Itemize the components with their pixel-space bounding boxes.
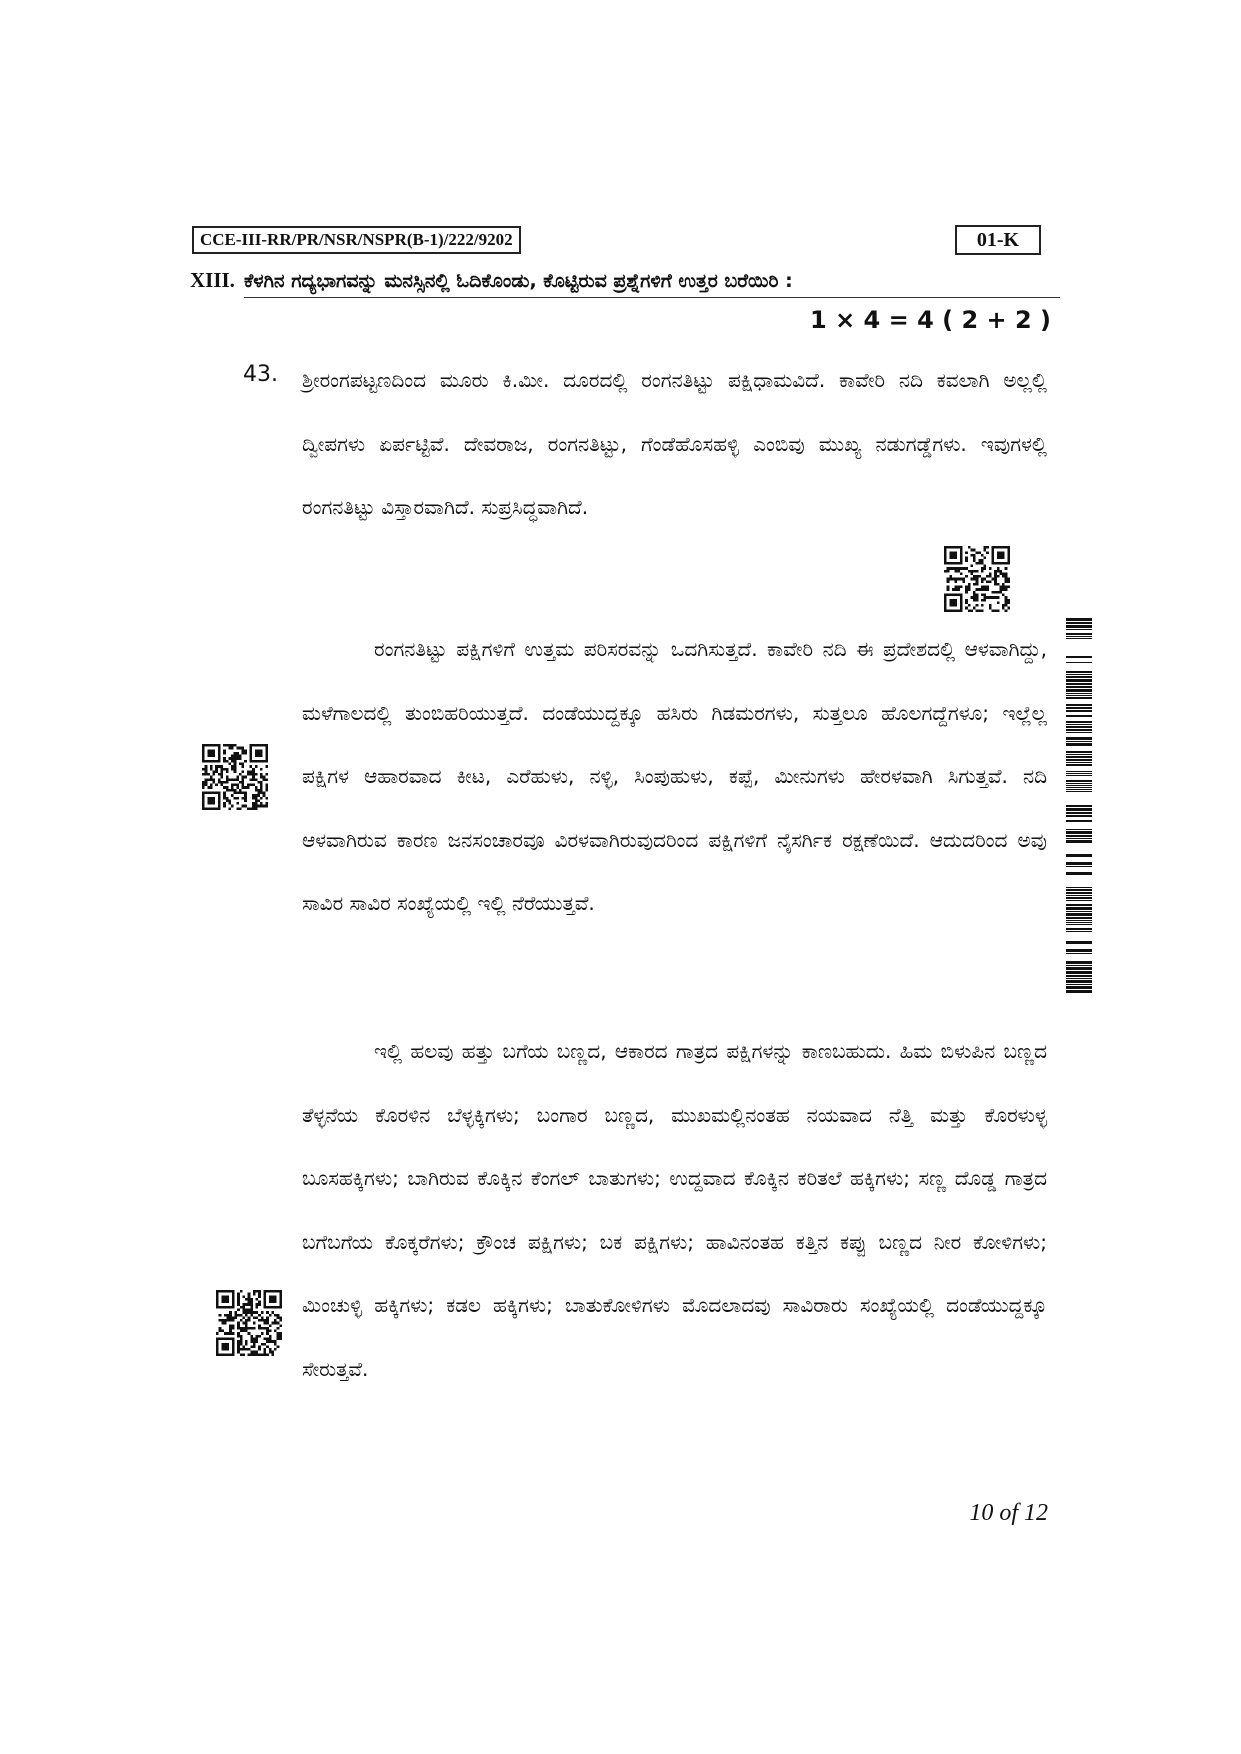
passage-paragraph: ಇಲ್ಲಿ ಹಲವು ಹತ್ತು ಬಗೆಯ ಬಣ್ಣದ, ಆಕಾರದ ಗಾತ್ರದ ಪಕ್ಷಿಗಳನ್ನು ಕಾಣಬಹುದು. ಹಿಮ ಬಿಳುಪಿನ ಬಣ್ಣದ ತೆಳ್ಳನೆಯ ಕೊರಳಿನ ಬೆಳ್ಳಕ್ಕಿಗಳು; ಬಂಗಾರ ಬಣ್ಣದ, ಮುಖಮಲ್ಲಿನಂತಹ ನಯವಾದ ನೆತ್ತಿ ಮತ್ತು ಕೊರಳುಳ್ಳ ಬೂಸಹಕ್ಕಿಗಳು; ಬಾಗಿರುವ ಕೊಕ್ಕಿನ ಕೆಂಗಲ್ ಬಾತುಗಳು; ಉದ್ದವಾದ ಕೊಕ್ಕಿನ ಕರಿತಲೆ ಹಕ್ಕಿಗಳು; ಸಣ್ಣ ದೊಡ್ಡ ಗಾತ್ರದ ಬಗೆಬಗೆಯ ಕೊಕ್ಕರೆಗಳು; ಕ್ರೌಂಚ ಪಕ್ಷಿಗಳು; ಬಕ ಪಕ್ಷಿಗಳು; ಹಾವಿನಂತಹ ಕತ್ತಿನ ಕಪ್ಪು ಬಣ್ಣದ ನೀರ ಕೋಳಿಗಳು; ಮಿಂಚುಳ್ಳಿ ಹಕ್ಕಿಗಳು; ಕಡಲ ಹಕ್ಕಿಗಳು; ಬಾತುಕೋಳಿಗಳು ಮೊದಲಾದವು ಸಾವಿರಾರು ಸಂಖ್ಯೆಯಲ್ಲಿ ದಂಡೆಯುದ್ದಕ್ಕೂ ಸೇರುತ್ತವೆ. xyxy=(302,1039,1047,1381)
qr-code-icon xyxy=(944,546,1010,612)
paper-code: CCE-III-RR/PR/NSR/NSPR(B-1)/222/9202 xyxy=(192,226,521,254)
question-header xyxy=(190,268,1060,298)
question-instruction: ಕೆಳಗಿನ ಗದ್ಯಭಾಗವನ್ನು ಮನಸ್ಸಿನಲ್ಲಿ ಓದಿಕೊಂಡು, ಕೊಟ್ಟಿರುವ ಪ್ರಶ್ನೆಗಳಿಗೆ ಉತ್ತರ ಬರೆಯಿರಿ : xyxy=(244,270,1060,298)
qr-code-icon xyxy=(216,1290,282,1356)
item-number: 43. xyxy=(243,362,278,387)
passage-paragraph: ಶ್ರೀರಂಗಪಟ್ಟಣದಿಂದ ಮೂರು ಕಿ.ಮೀ. ದೂರದಲ್ಲಿ ರಂಗನತಿಟ್ಟು ಪಕ್ಷಿಧಾಮವಿದೆ. ಕಾವೇರಿ ನದಿ ಕವಲಾಗಿ ಅಲ್ಲಲ್ಲಿ ದ್ವೀಪಗಳು ಏರ್ಪಟ್ಟಿವೆ. ದೇವರಾಜ, ರಂಗನತಿಟ್ಟು, ಗೆಂಡೆಹೊಸಹಳ್ಳಿ ಎಂಬಿವು ಮುಖ್ಯ ನಡುಗಡ್ಡೆಗಳು. ಇವುಗಳಲ್ಲಿ ರಂಗನತಿಟ್ಟು ವಿಸ್ತಾರವಾಗಿದೆ. ಸುಪ್ರಸಿದ್ಧವಾಗಿದೆ. xyxy=(302,368,1047,519)
qr-code-icon xyxy=(202,744,268,810)
passage-paragraph: ರಂಗನತಿಟ್ಟು ಪಕ್ಷಿಗಳಿಗೆ ಉತ್ತಮ ಪರಿಸರವನ್ನು ಒದಗಿಸುತ್ತದೆ. ಕಾವೇರಿ ನದಿ ಈ ಪ್ರದೇಶದಲ್ಲಿ ಆಳವಾಗಿದ್ದು, ಮಳೆಗಾಲದಲ್ಲಿ ತುಂಬಿಹರಿಯುತ್ತದೆ. ದಂಡೆಯುದ್ದಕ್ಕೂ ಹಸಿರು ಗಿಡಮರಗಳು, ಸುತ್ತಲೂ ಹೊಲಗದ್ದೆಗಳೂ; ಇಲ್ಲೆಲ್ಲ ಪಕ್ಷಿಗಳ ಆಹಾರವಾದ ಕೀಟ, ಎರೆಹುಳು, ನಳ್ಳಿ, ಸಿಂಪುಹುಳು, ಕಪ್ಪೆ, ಮೀನುಗಳು ಹೇರಳವಾಗಿ ಸಿಗುತ್ತವೆ. ನದಿ ಆಳವಾಗಿರುವ ಕಾರಣ ಜನಸಂಚಾರವೂ ವಿರಳವಾಗಿರುವುದರಿಂದ ಪಕ್ಷಿಗಳಿಗೆ ನೈಸರ್ಗಿಕ ರಕ್ಷಣೆಯಿದೆ. ಆದುದರಿಂದ ಅವು ಸಾವಿರ ಸಾವಿರ ಸಂಖ್ಯೆಯಲ್ಲಿ ಇಲ್ಲಿ ನೆರೆಯುತ್ತವೆ. xyxy=(302,637,1047,915)
barcode-icon xyxy=(1066,616,1092,996)
page-number: 10 of 12 xyxy=(969,1500,1048,1526)
question-number: XIII. xyxy=(190,268,235,292)
version-code: 01-K xyxy=(955,225,1041,255)
marks-allocation: 1 × 4 = 4 ( 2 + 2 ) xyxy=(810,306,1051,334)
